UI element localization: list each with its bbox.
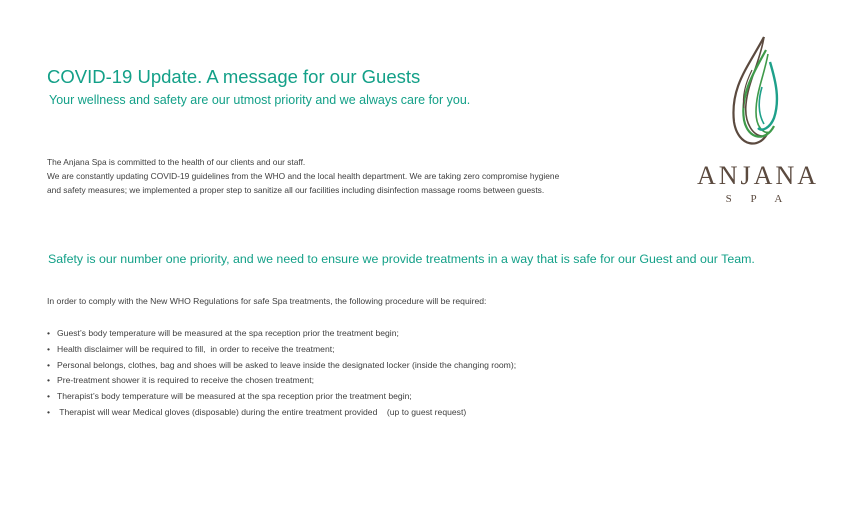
list-item xyxy=(47,373,687,389)
bullet-icon: • xyxy=(47,343,51,354)
logo-wordmark: ANJANA xyxy=(697,161,819,190)
list-item xyxy=(47,389,687,405)
intro-line: The Anjana Spa is committed to the health of our clients and our staff. xyxy=(47,157,306,167)
procedure-intro: In order to comply with the New WHO Regulations for safe Spa treatments, the following procedure will be required: xyxy=(47,296,487,306)
list-item-text: Pre-treatment shower it is required to receive the chosen treatment; xyxy=(57,375,314,386)
bullet-icon: • xyxy=(47,359,51,370)
anjana-spa-logo xyxy=(688,32,828,212)
list-item-text: Guest’s body temperature will be measured at the spa reception prior the treatment begin; xyxy=(57,328,399,338)
safety-heading: Safety is our number one priority, and we need to ensure we provide treatments in a way that is safe for our Guest and our Team. xyxy=(48,252,755,266)
page-title: COVID-19 Update. A message for our Guests xyxy=(47,66,421,87)
bullet-icon: • xyxy=(47,406,51,417)
intro-line: We are constantly updating COVID-19 guidelines from the WHO and the local health department. We are taking zero compromise hygiene xyxy=(47,171,560,181)
leaf-flame-icon xyxy=(688,32,828,212)
list-item xyxy=(47,342,687,358)
list-item xyxy=(47,358,687,374)
bullet-icon: • xyxy=(47,391,51,402)
bullet-icon: • xyxy=(47,375,51,386)
logo-subtitle: S P A xyxy=(725,193,791,205)
list-item-text: Personal belongs, clothes, bag and shoes will be asked to leave inside the designated locker (inside the changing room); xyxy=(57,359,517,370)
procedure-list xyxy=(47,326,687,421)
list-item-text: Therapist’s body temperature will be measured at the spa reception prior the treatment begin; xyxy=(57,391,412,402)
intro-line: and safety measures; we implemented a proper step to sanitize all our facilities including disinfection massage rooms between guests. xyxy=(47,185,545,195)
list-item xyxy=(47,405,687,421)
list-item-text: Therapist will wear Medical gloves (disposable) during the entire treatment provided (up to guest request) xyxy=(57,406,467,417)
page-subtitle: Your wellness and safety are our utmost priority and we always care for you. xyxy=(49,93,471,107)
bullet-icon: • xyxy=(47,328,51,338)
list-item-text: Health disclaimer will be required to fill, in order to receive the treatment; xyxy=(57,343,335,354)
list-item xyxy=(47,326,687,342)
intro-paragraph xyxy=(47,155,687,197)
